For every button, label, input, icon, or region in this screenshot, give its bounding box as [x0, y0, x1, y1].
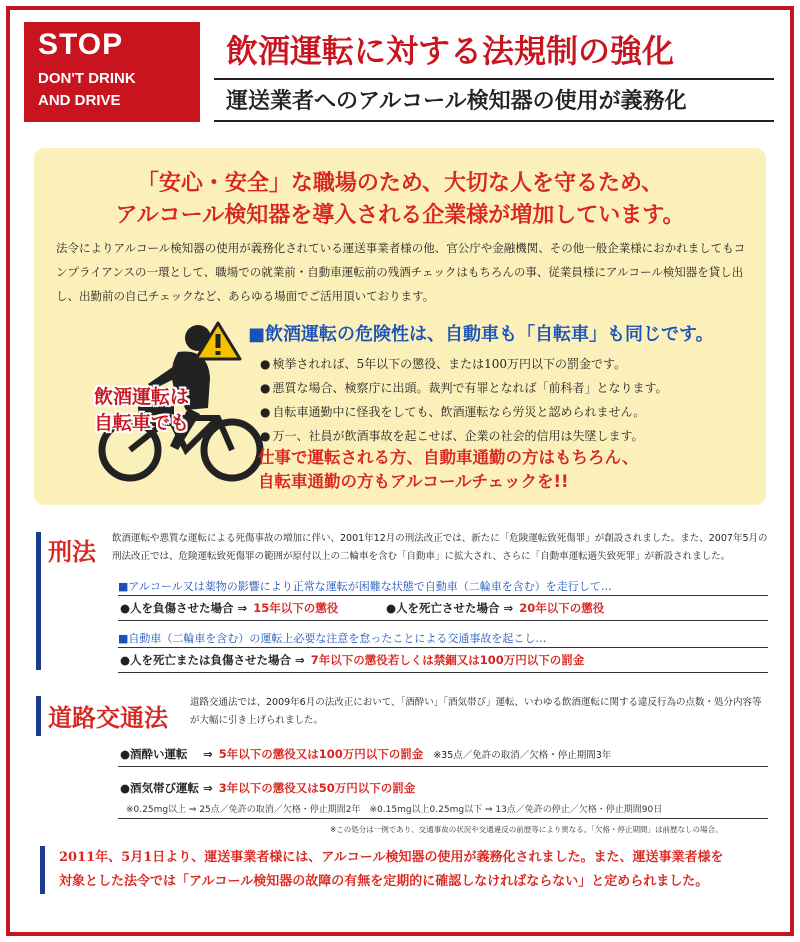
traffic-section-bar: [36, 696, 41, 736]
criminal-subhead-2: ■自動車（二輪車を含む）の運転上必要な注意を怠ったことによる交通事故を起こし…: [118, 632, 547, 645]
danger-item: ● 検挙されれば、5年以下の懲役、または100万円以下の罰金です。: [260, 352, 668, 376]
bottom-notice-line-2: 対象とした法令では「アルコール検知器の故障の有無を定期的に確認しなければならない」と定められました。: [59, 874, 709, 889]
page-subtitle: 運送業者へのアルコール検知器の使用が義務化: [226, 89, 687, 114]
criminal-description: 飲酒運転や悪質な運転による死傷事故の増加に伴い、2001年12月の刑法改正では、新たに「危険運転致死傷罪」が創設されました。また、2007年5月の刑法改正では、危険運転致死傷罪の範囲が原付以上の二輪車を含む「自動車」に拡大され、さらに「自動車運転過失致死罪」が新設されました。: [112, 533, 768, 562]
divider: [118, 620, 768, 621]
criminal-item-1b-label: ●人を死亡させた場合 ⇒: [386, 601, 514, 615]
criminal-item-2: [120, 652, 584, 668]
stop-title: STOP: [38, 28, 124, 61]
warning-icon: [194, 320, 242, 362]
divider: [118, 647, 768, 648]
bottom-notice: [40, 846, 770, 894]
criminal-subhead-1: ■アルコール又は薬物の影響により正常な運転が困難な状態で自動車（二輪車を含む）を走行して…: [118, 580, 612, 593]
subtitle-divider: [214, 120, 774, 122]
traffic-note-2: ※0.25mg以上 ⇒ 25点／免許の取消／欠格・停止期間2年 ※0.15mg以上0.25mg以下 ⇒ 13点／免許の停止／欠格・停止期間90日: [126, 805, 663, 815]
traffic-note-1: ※35点／免許の取消／欠格・停止期間3年: [433, 750, 612, 761]
stop-line-1: DON'T DRINK: [38, 70, 136, 87]
divider: [118, 672, 768, 673]
danger-item: ● 自転車通勤中に怪我をしても、飲酒運転なら労災と認められません。: [260, 400, 668, 424]
traffic-title: 道路交通法: [48, 703, 168, 732]
criminal-item-2-label: ●人を死亡または負傷させた場合 ⇒: [120, 653, 305, 667]
page-title: 飲酒運転に対する法規制の強化: [226, 32, 675, 70]
traffic-item-1: [120, 746, 611, 762]
criminal-title: 刑法: [48, 537, 96, 566]
criminal-item-1a: [120, 600, 338, 616]
intro-headline-1: 「安心・安全」な職場のため、大切な人を守るため、: [136, 171, 664, 196]
criminal-item-1a-label: ●人を負傷させた場合 ⇒: [120, 601, 248, 615]
intro-headline-2: アルコール検知器を導入される企業様が増加しています。: [115, 203, 685, 228]
divider: [118, 818, 768, 819]
criminal-penalty-1b: 20年以下の懲役: [519, 601, 605, 615]
call-to-action-2: 自転車通勤の方もアルコールチェックを!!: [258, 472, 569, 491]
bike-label: [94, 384, 189, 436]
call-to-action-1: 仕事で運転される方、自動車通勤の方はもちろん、: [258, 448, 639, 467]
danger-list: [260, 352, 668, 448]
criminal-penalty-1a: 15年以下の懲役: [253, 601, 339, 615]
danger-item: ● 悪質な場合、検察庁に出頭。裁判で有罪となれば「前科者」となります。: [260, 376, 668, 400]
bike-label-line-2: 自転車でも: [94, 412, 190, 434]
danger-title: ■飲酒運転の危険性は、自動車も「自転車」も同じです。: [248, 324, 714, 345]
divider: [118, 595, 768, 596]
criminal-item-1b: [386, 600, 604, 616]
intro-panel: [34, 148, 766, 505]
danger-item: ● 万一、社員が飲酒事故を起こせば、企業の社会的信用は失墜します。: [260, 424, 668, 448]
traffic-footnote: ※この処分は一例であり、交通事故の状況や交通違反の前歴等により異なる。「欠格・停止期間」は前歴なしの場合。: [330, 825, 723, 834]
bike-label-line-1: 飲酒運転は: [94, 386, 190, 408]
title-divider: [214, 78, 774, 80]
divider: [118, 766, 768, 767]
traffic-penalty-1: 5年以下の懲役又は100万円以下の罰金: [218, 747, 424, 761]
bottom-notice-line-1: 2011年、5月1日より、運送事業者様には、アルコール検知器の使用が義務化されました。また、運送事業者様を: [59, 850, 724, 865]
stop-line-2: AND DRIVE: [38, 92, 121, 109]
intro-body: 法令によりアルコール検知器の使用が義務化されている運送事業者様の他、官公庁や金融機関、その他一般企業様におかれましてもコンプライアンスの一環として、職場での就業前・自動車運転前の残酒チェックはもちろんの事、従業員様にアルコール検知器を貸し出し、出勤前の自己チェックなど、あらゆる場面でご活用頂いております。: [56, 241, 746, 303]
traffic-item-2-label: ●酒気帯び運転 ⇒: [120, 781, 213, 795]
traffic-description: 道路交通法では、2009年6月の法改正において、「酒酔い」「酒気帯び」運転、いわゆる飲酒運転に関する違反行為の点数・処分内容等が大幅に引き上げられました。: [190, 697, 762, 726]
traffic-item-1-label: ●酒酔い運転 ⇒: [120, 747, 213, 761]
traffic-item-2: [120, 780, 415, 796]
criminal-penalty-2: 7年以下の懲役若しくは禁錮又は100万円以下の罰金: [310, 653, 585, 667]
stop-badge: [24, 22, 200, 122]
traffic-penalty-2: 3年以下の懲役又は50万円以下の罰金: [218, 781, 416, 795]
criminal-section-bar: [36, 532, 41, 670]
